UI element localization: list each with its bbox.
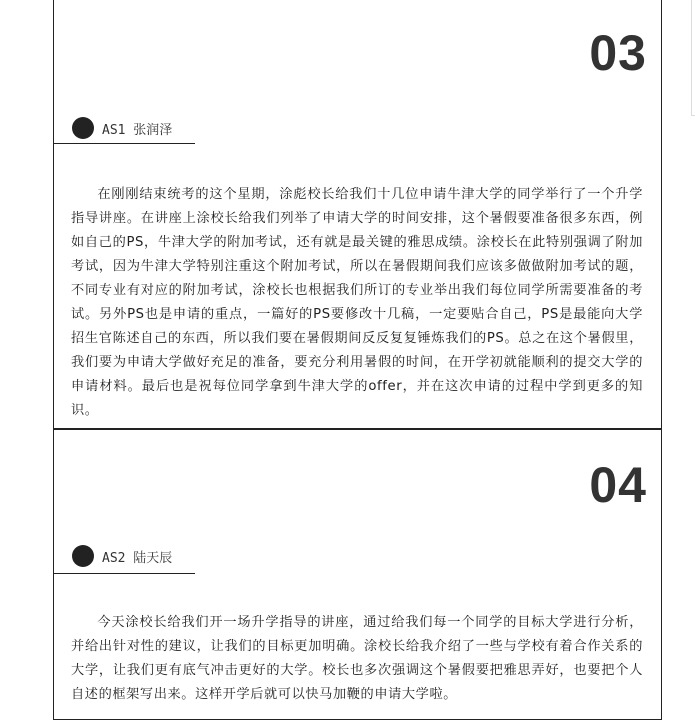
testimonial-body: 今天涂校长给我们开一场升学指导的讲座，通过给我们每一个同学的目标大学进行分析，并给出针对性的建议，让我们的目标更加明确。涂校长给我介绍了一些与学校有着合作关系的大学，让我们更有底气冲击更好的大学。校长也多次强调这个暑假要把雅思弄好，也要把个人自述的框架写出来。这样开学后就可以快马加鞭的申请大学啦。 <box>71 615 643 703</box>
section-number: 04 <box>589 457 647 513</box>
author-tag <box>72 117 172 139</box>
bullet-dot-icon <box>72 545 94 567</box>
bullet-dot-icon <box>72 117 94 139</box>
side-panel-edge <box>691 0 695 116</box>
author-underline <box>54 573 195 574</box>
author-label: AS2 陆天辰 <box>102 550 173 566</box>
document-frame <box>53 0 662 720</box>
author-label: AS1 张润泽 <box>102 122 173 138</box>
section-number: 03 <box>589 25 647 81</box>
author-tag <box>72 545 172 567</box>
testimonial-section-04 <box>54 430 661 719</box>
author-underline <box>54 143 195 144</box>
testimonial-section-03 <box>54 0 661 428</box>
testimonial-body: 在刚刚结束统考的这个星期，涂彪校长给我们十几位申请牛津大学的同学举行了一个升学指导讲座。在讲座上涂校长给我们列举了申请大学的时间安排，这个暑假要准备很多东西，例如自己的PS，牛津大学的附加考试，还有就是最关键的雅思成绩。涂校长在此特别强调了附加考试，因为牛津大学特别注重这个附加考试，所以在暑假期间我们应该多做做附加考试的题，不同专业有对应的附加考试，涂校长也根据我们所订的专业举出我们每位同学所需要准备的考试。另外PS也是申请的重点，一篇好的PS要修改十几稿，一定要贴合自己，PS是最能向大学招生官陈述自己的东西，所以我们要在暑假期间反反复复锤炼我们的PS。总之在这个暑假里，我们要为申请大学做好充足的准备，要充分利用暑假的时间，在开学初就能顺利的提交大学的申请材料。最后也是祝每位同学拿到牛津大学的offer，并在这次申请的过程中学到更多的知识。 <box>71 187 643 419</box>
